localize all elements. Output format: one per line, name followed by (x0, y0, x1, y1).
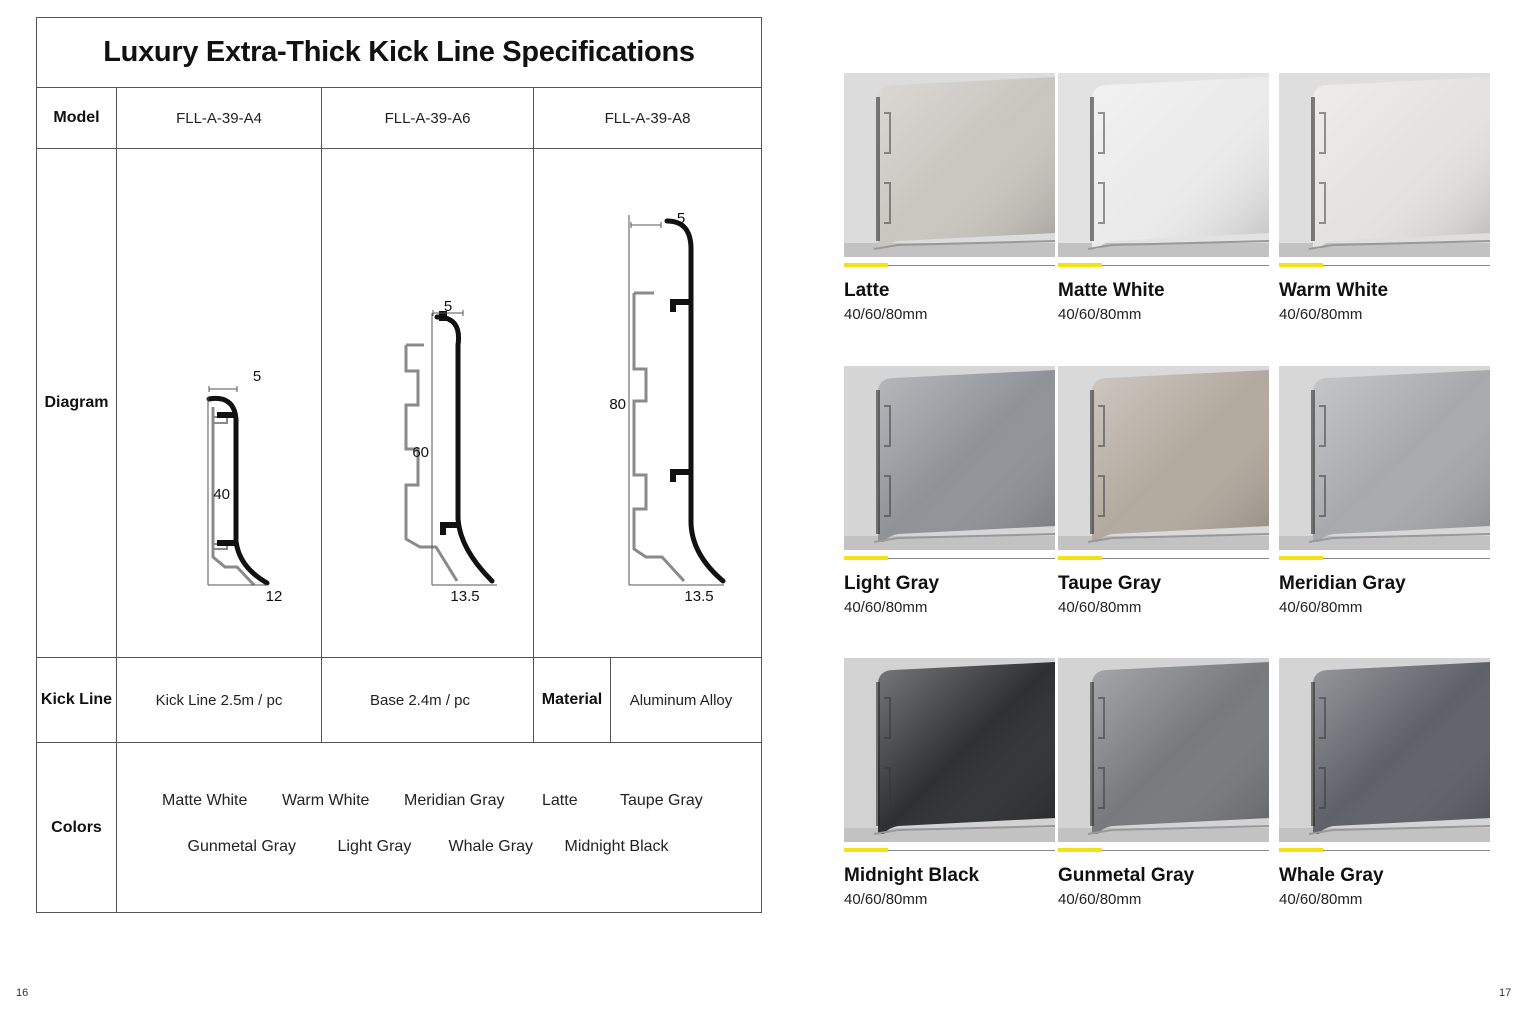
swatch-divider (1279, 550, 1490, 560)
color-swatch-card (1058, 73, 1269, 323)
swatch-name: Latte (844, 280, 890, 301)
profile-diagram-a8 (534, 149, 761, 657)
swatch-divider (844, 550, 1055, 560)
swatch-divider (1058, 257, 1269, 267)
page-title: Luxury Extra-Thick Kick Line Specifications (103, 36, 695, 68)
color-name: Meridian Gray (404, 792, 505, 809)
swatch-size: 40/60/80mm (1279, 599, 1363, 616)
swatch-size: 40/60/80mm (844, 891, 928, 908)
swatch-name: Warm White (1279, 280, 1389, 301)
accent-bar (1279, 263, 1323, 267)
swatch-name: Midnight Black (844, 865, 980, 886)
accent-bar (1058, 556, 1102, 560)
page-number-left: 16 (16, 987, 29, 999)
accent-bar (1279, 848, 1323, 852)
row-label-kick-line: Kick Line (40, 691, 113, 708)
swatch-photo (1058, 73, 1269, 257)
row-label-material: Material (541, 691, 603, 708)
model-a4: FLL-A-39-A4 (176, 109, 262, 127)
profile-diagram-a4 (117, 149, 321, 657)
color-swatch-card (1279, 658, 1490, 908)
color-swatch-card (844, 658, 1055, 908)
swatch-size: 40/60/80mm (844, 306, 928, 323)
color-name: Matte White (162, 792, 248, 809)
base-length: Base 2.4m / pc (369, 691, 471, 709)
dim-height-a6: 60 (412, 444, 429, 461)
accent-bar (844, 848, 888, 852)
dim-height-a8: 80 (609, 396, 626, 413)
row-label-model: Model (53, 109, 100, 126)
accent-bar (844, 263, 888, 267)
dim-height-a4: 40 (213, 486, 230, 503)
swatch-size: 40/60/80mm (1058, 599, 1142, 616)
swatch-size: 40/60/80mm (1058, 306, 1142, 323)
color-swatch-card (1279, 366, 1490, 616)
swatch-size: 40/60/80mm (1058, 891, 1142, 908)
color-name: Midnight Black (564, 838, 669, 855)
dim-bottom-a4: 12 (265, 588, 283, 605)
swatch-name: Whale Gray (1279, 865, 1384, 886)
accent-bar (1058, 263, 1102, 267)
color-swatch-card (1279, 73, 1490, 323)
model-a6: FLL-A-39-A6 (384, 109, 471, 127)
color-name: Latte (542, 792, 578, 809)
specification-table (36, 17, 762, 913)
swatch-photo (1058, 658, 1269, 842)
accent-bar (1279, 556, 1323, 560)
swatch-divider (1058, 842, 1269, 852)
dim-top-a4: 5 (252, 368, 262, 385)
swatch-photo (844, 658, 1055, 842)
swatch-photo (844, 73, 1055, 257)
color-name: Whale Gray (448, 838, 533, 855)
profile-diagram-a6 (322, 149, 533, 657)
swatch-photo (1279, 658, 1490, 842)
dim-top-a6: 5 (443, 298, 453, 315)
swatch-divider (1279, 257, 1490, 267)
swatch-name: Meridian Gray (1279, 573, 1406, 594)
colors-list (117, 744, 761, 912)
material-value: Aluminum Alloy (629, 691, 733, 709)
table-divider (37, 742, 761, 743)
dim-bottom-a8: 13.5 (684, 588, 714, 605)
swatch-photo (1279, 366, 1490, 550)
swatch-divider (1058, 550, 1269, 560)
accent-bar (1058, 848, 1102, 852)
swatch-name: Matte White (1058, 280, 1165, 301)
row-label-colors: Colors (51, 819, 102, 836)
color-swatch-card (844, 366, 1055, 616)
color-name: Taupe Gray (620, 792, 703, 809)
colors-row-2 (114, 838, 758, 856)
accent-bar (844, 556, 888, 560)
color-name: Light Gray (337, 838, 412, 855)
color-name: Gunmetal Gray (187, 838, 296, 855)
color-name: Warm White (282, 792, 370, 809)
swatch-size: 40/60/80mm (1279, 306, 1363, 323)
dim-bottom-a6: 13.5 (450, 588, 480, 605)
swatch-divider (844, 257, 1055, 267)
model-a8: FLL-A-39-A8 (604, 109, 691, 127)
swatch-name: Light Gray (844, 573, 940, 594)
color-swatch-card (844, 73, 1055, 323)
swatch-size: 40/60/80mm (1279, 891, 1363, 908)
swatch-name: Gunmetal Gray (1058, 865, 1195, 886)
swatch-divider (1279, 842, 1490, 852)
swatch-name: Taupe Gray (1058, 573, 1162, 594)
swatch-photo (1279, 73, 1490, 257)
colors-row-1 (119, 792, 763, 810)
color-swatch-card (1058, 366, 1269, 616)
swatch-photo (844, 366, 1055, 550)
swatch-photo (1058, 366, 1269, 550)
dim-top-a8: 5 (676, 210, 686, 227)
kick-line-length: Kick Line 2.5m / pc (155, 691, 283, 709)
row-label-diagram: Diagram (44, 394, 109, 411)
color-swatch-card (1058, 658, 1269, 908)
swatch-size: 40/60/80mm (844, 599, 928, 616)
page-number-right: 17 (1499, 987, 1512, 999)
swatch-divider (844, 842, 1055, 852)
